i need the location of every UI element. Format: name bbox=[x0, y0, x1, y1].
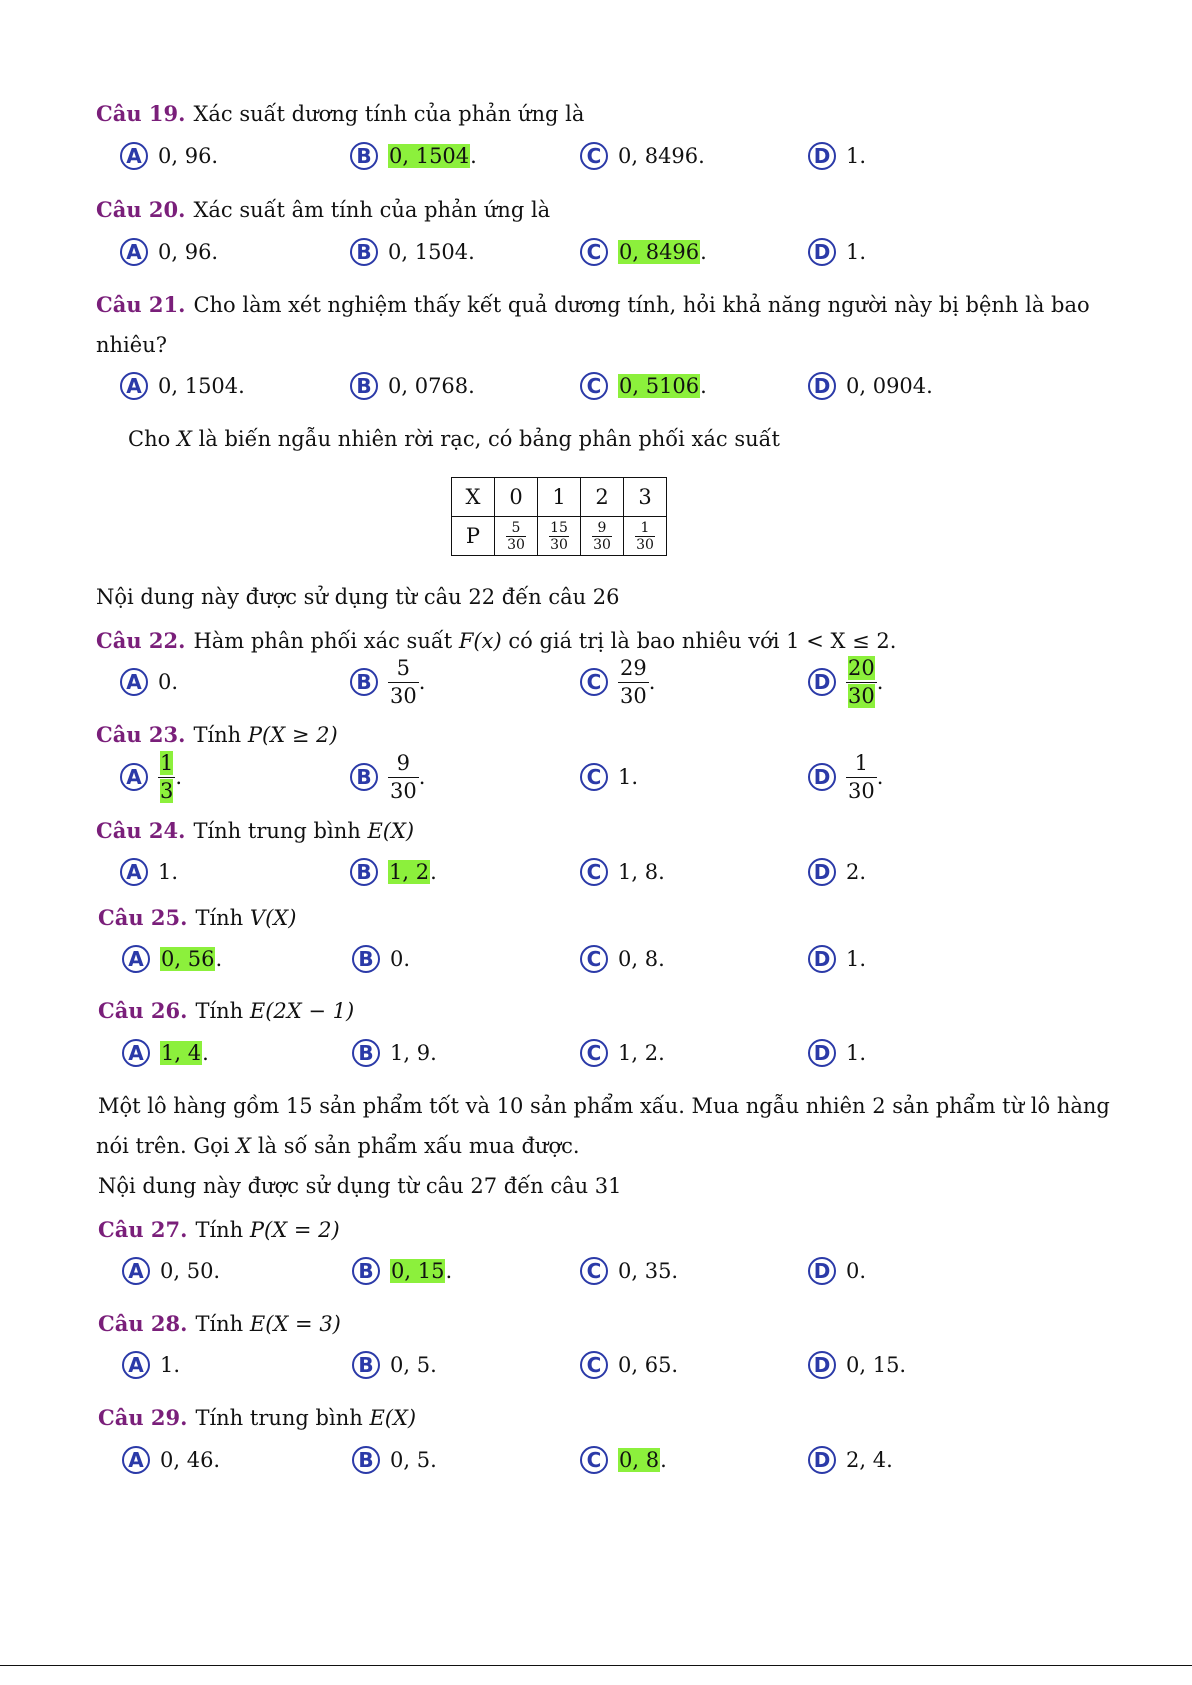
option-a[interactable] bbox=[122, 1251, 220, 1291]
table-row-x bbox=[452, 478, 667, 517]
question-text: Tính bbox=[195, 999, 244, 1023]
option-value: 1. bbox=[846, 144, 867, 168]
intro-text: Cho bbox=[128, 427, 171, 451]
fraction bbox=[388, 750, 419, 803]
option-marker-d: D bbox=[808, 945, 836, 973]
option-suffix: . bbox=[648, 670, 656, 694]
question-text: Tính bbox=[193, 723, 242, 747]
option-b[interactable] bbox=[352, 1440, 437, 1480]
option-c[interactable] bbox=[580, 366, 707, 406]
fraction-numerator-text: 20 bbox=[848, 655, 875, 680]
table-cell: 2 bbox=[581, 478, 624, 517]
question-label: Câu 25. bbox=[98, 905, 188, 930]
table-header-p: P bbox=[452, 517, 495, 556]
option-value: 2. bbox=[846, 860, 867, 884]
option-c[interactable] bbox=[580, 1033, 665, 1073]
fraction-numerator: 9 bbox=[597, 519, 607, 536]
option-marker-d: D bbox=[808, 763, 836, 791]
option-marker-c: C bbox=[580, 668, 608, 696]
question-text: Hàm phân phối xác suất bbox=[193, 629, 453, 653]
fraction bbox=[388, 655, 419, 708]
correct-answer-highlight: 0, 1504 bbox=[389, 144, 470, 168]
option-a[interactable] bbox=[120, 662, 178, 702]
fraction-denominator bbox=[158, 777, 175, 802]
intro-text: là biến ngẫu nhiên rời rạc, có bảng phân phối xác suất bbox=[198, 427, 780, 451]
correct-answer-highlight bbox=[158, 750, 175, 803]
table-cell bbox=[624, 517, 667, 556]
option-d[interactable] bbox=[808, 655, 884, 708]
option-c[interactable] bbox=[580, 852, 665, 892]
option-marker-b: B bbox=[350, 668, 378, 696]
option-suffix: . bbox=[660, 1448, 667, 1472]
correct-answer-highlight bbox=[846, 655, 877, 708]
fraction-denominator-text: 3 bbox=[160, 778, 174, 803]
question-22 bbox=[96, 627, 896, 655]
question-label: Câu 22. bbox=[96, 628, 186, 653]
option-marker-c: C bbox=[580, 1446, 608, 1474]
fraction-numerator: 15 bbox=[550, 519, 568, 536]
question-text: Tính bbox=[195, 1312, 244, 1336]
question-25 bbox=[98, 904, 296, 932]
option-b[interactable] bbox=[350, 136, 477, 176]
question-24 bbox=[96, 817, 414, 845]
fraction-numerator: 1 bbox=[854, 750, 869, 775]
correct-answer-highlight: 0, 56 bbox=[161, 947, 215, 971]
math-expression: E(X) bbox=[367, 819, 415, 843]
fraction-denominator: 30 bbox=[620, 683, 647, 708]
option-marker-d: D bbox=[808, 1257, 836, 1285]
option-marker-d: D bbox=[808, 1039, 836, 1067]
option-a[interactable] bbox=[120, 136, 218, 176]
distribution-intro bbox=[128, 425, 780, 453]
option-c[interactable] bbox=[580, 655, 656, 708]
option-d[interactable] bbox=[808, 939, 866, 979]
option-marker-a: A bbox=[120, 858, 148, 886]
question-label: Câu 26. bbox=[98, 998, 188, 1023]
option-marker-d: D bbox=[808, 238, 836, 266]
option-a[interactable] bbox=[122, 1345, 180, 1385]
option-c[interactable] bbox=[580, 136, 705, 176]
option-d[interactable] bbox=[808, 750, 884, 803]
question-text: Tính bbox=[195, 906, 244, 930]
fraction-denominator: 30 bbox=[636, 536, 654, 553]
option-marker-b: B bbox=[350, 858, 378, 886]
option-marker-c: C bbox=[580, 763, 608, 791]
table-cell: 0 bbox=[495, 478, 538, 517]
option-d[interactable] bbox=[808, 1440, 893, 1480]
option-value: 1. bbox=[846, 947, 867, 971]
usage-note: Nội dung này được sử dụng từ câu 22 đến câu 26 bbox=[96, 585, 620, 609]
option-marker-a: A bbox=[120, 763, 148, 791]
option-suffix: . bbox=[445, 1259, 453, 1283]
question-label: Câu 23. bbox=[96, 722, 186, 747]
fraction-denominator: 30 bbox=[390, 683, 417, 708]
option-d[interactable] bbox=[808, 1251, 866, 1291]
option-b[interactable] bbox=[350, 655, 426, 708]
option-b[interactable] bbox=[350, 366, 475, 406]
option-a[interactable] bbox=[122, 939, 222, 979]
question-27 bbox=[98, 1216, 340, 1244]
option-c[interactable] bbox=[580, 1440, 667, 1480]
option-marker-b: B bbox=[352, 1446, 380, 1474]
question-text: Tính trung bình bbox=[193, 819, 361, 843]
option-marker-b: B bbox=[352, 1257, 380, 1285]
option-a[interactable] bbox=[120, 750, 183, 803]
option-value: 1, 8. bbox=[618, 860, 665, 884]
lot-intro-line2 bbox=[96, 1132, 580, 1160]
option-marker-b: B bbox=[352, 945, 380, 973]
option-value: 0, 8496. bbox=[618, 144, 705, 168]
option-marker-c: C bbox=[580, 1039, 608, 1067]
question-label: Câu 21. bbox=[96, 292, 186, 317]
option-marker-a: A bbox=[120, 668, 148, 696]
option-suffix: . bbox=[700, 240, 707, 264]
option-b[interactable] bbox=[350, 852, 437, 892]
table-cell: 3 bbox=[624, 478, 667, 517]
question-text: Tính bbox=[195, 1218, 244, 1242]
option-value: 0, 65. bbox=[618, 1353, 679, 1377]
correct-answer-highlight: 1, 4 bbox=[161, 1041, 202, 1065]
option-value: 0, 8. bbox=[618, 947, 665, 971]
option-value: 0, 5. bbox=[390, 1353, 437, 1377]
option-value: 0, 46. bbox=[160, 1448, 221, 1472]
option-a[interactable] bbox=[120, 366, 245, 406]
option-a[interactable] bbox=[122, 1440, 220, 1480]
question-28 bbox=[98, 1310, 341, 1338]
question-label: Câu 29. bbox=[98, 1405, 188, 1430]
question-text: có giá trị là bao nhiêu với bbox=[508, 629, 780, 653]
fraction-denominator: 30 bbox=[507, 536, 525, 553]
option-value: 0, 50. bbox=[160, 1259, 221, 1283]
math-expression: V(X) bbox=[249, 906, 297, 930]
table-cell bbox=[581, 517, 624, 556]
option-value: 0. bbox=[390, 947, 411, 971]
math-expression: E(X) bbox=[369, 1406, 417, 1430]
option-marker-b: B bbox=[350, 763, 378, 791]
fraction-numerator: 29 bbox=[620, 655, 647, 680]
option-value: 1. bbox=[160, 1353, 181, 1377]
option-marker-c: C bbox=[580, 858, 608, 886]
option-d[interactable] bbox=[808, 136, 866, 176]
option-d[interactable] bbox=[808, 1033, 866, 1073]
option-marker-c: C bbox=[580, 238, 608, 266]
fraction bbox=[635, 521, 655, 552]
fraction-denominator: 30 bbox=[848, 778, 875, 803]
fraction-numerator: 9 bbox=[396, 750, 411, 775]
question-text: Xác suất dương tính của phản ứng là bbox=[193, 102, 585, 126]
math-expression: F(x) bbox=[458, 629, 502, 653]
option-value: 0, 15. bbox=[846, 1353, 907, 1377]
table-cell bbox=[538, 517, 581, 556]
usage-note: Nội dung này được sử dụng từ câu 27 đến câu 31 bbox=[98, 1174, 622, 1198]
question-19 bbox=[96, 100, 584, 128]
math-expression: 1 < X ≤ 2. bbox=[786, 629, 897, 653]
option-b[interactable] bbox=[352, 1251, 452, 1291]
intro-text: là số sản phẩm xấu mua được. bbox=[257, 1134, 580, 1158]
fraction-denominator-text: 30 bbox=[848, 683, 875, 708]
distribution-table bbox=[451, 477, 667, 556]
option-suffix: . bbox=[700, 374, 707, 398]
variable-x: X bbox=[176, 427, 192, 451]
table-cell bbox=[495, 517, 538, 556]
option-c[interactable] bbox=[580, 757, 638, 797]
option-a[interactable] bbox=[120, 232, 218, 272]
option-value: 0, 35. bbox=[618, 1259, 679, 1283]
fraction-numerator: 1 bbox=[640, 519, 650, 536]
fraction-denominator: 30 bbox=[390, 778, 417, 803]
page-bottom-divider bbox=[0, 1665, 1192, 1666]
question-label: Câu 28. bbox=[98, 1311, 188, 1336]
option-marker-b: B bbox=[350, 372, 378, 400]
question-29 bbox=[98, 1404, 416, 1432]
fraction bbox=[846, 750, 877, 803]
option-marker-a: A bbox=[122, 1039, 150, 1067]
option-value: 0, 96. bbox=[158, 144, 219, 168]
math-expression: P(X ≥ 2) bbox=[247, 723, 338, 747]
option-marker-b: B bbox=[352, 1039, 380, 1067]
option-d[interactable] bbox=[808, 1345, 906, 1385]
option-marker-b: B bbox=[352, 1351, 380, 1379]
fraction bbox=[506, 521, 526, 552]
option-value: 0. bbox=[846, 1259, 867, 1283]
option-d[interactable] bbox=[808, 366, 933, 406]
option-marker-a: A bbox=[122, 1351, 150, 1379]
option-suffix: . bbox=[470, 144, 477, 168]
option-b[interactable] bbox=[352, 1033, 437, 1073]
option-marker-b: B bbox=[350, 142, 378, 170]
question-label: Câu 24. bbox=[96, 818, 186, 843]
option-marker-a: A bbox=[120, 142, 148, 170]
variable-x: X bbox=[236, 1134, 252, 1158]
option-a[interactable] bbox=[122, 1033, 209, 1073]
option-suffix: . bbox=[430, 860, 437, 884]
option-b[interactable] bbox=[352, 939, 410, 979]
option-marker-c: C bbox=[580, 1351, 608, 1379]
option-marker-d: D bbox=[808, 668, 836, 696]
fraction-numerator-text: 1 bbox=[160, 750, 174, 775]
fraction-numerator: 5 bbox=[396, 655, 411, 680]
option-d[interactable] bbox=[808, 852, 866, 892]
option-suffix: . bbox=[215, 947, 223, 971]
option-marker-d: D bbox=[808, 858, 836, 886]
option-marker-d: D bbox=[808, 372, 836, 400]
option-value: 2, 4. bbox=[846, 1448, 893, 1472]
question-23 bbox=[96, 721, 338, 749]
option-value: 0, 5. bbox=[390, 1448, 437, 1472]
question-label: Câu 27. bbox=[98, 1217, 188, 1242]
fraction-denominator: 30 bbox=[593, 536, 611, 553]
correct-answer-highlight: 0, 15 bbox=[391, 1259, 445, 1283]
option-b[interactable] bbox=[350, 750, 426, 803]
fraction-numerator bbox=[158, 750, 175, 777]
option-d[interactable] bbox=[808, 232, 866, 272]
option-c[interactable] bbox=[580, 232, 707, 272]
fraction-denominator bbox=[846, 682, 877, 707]
option-b[interactable] bbox=[350, 232, 475, 272]
fraction bbox=[549, 521, 569, 552]
fraction-numerator bbox=[846, 655, 877, 682]
option-suffix: . bbox=[418, 670, 426, 694]
option-value: 1. bbox=[618, 765, 639, 789]
math-expression: P(X = 2) bbox=[249, 1218, 340, 1242]
question-20 bbox=[96, 196, 550, 224]
table-cell: 1 bbox=[538, 478, 581, 517]
option-marker-c: C bbox=[580, 945, 608, 973]
option-c[interactable] bbox=[580, 939, 665, 979]
fraction bbox=[592, 521, 612, 552]
question-label: Câu 20. bbox=[96, 197, 186, 222]
option-marker-a: A bbox=[120, 238, 148, 266]
question-21-continued: nhiêu? bbox=[96, 333, 167, 357]
table-header-x: X bbox=[452, 478, 495, 517]
question-21 bbox=[96, 291, 1090, 319]
question-text: Xác suất âm tính của phản ứng là bbox=[193, 198, 551, 222]
option-value: 1. bbox=[846, 1041, 867, 1065]
question-label: Câu 19. bbox=[96, 101, 186, 126]
fraction bbox=[618, 655, 649, 708]
math-expression: E(X = 3) bbox=[249, 1312, 341, 1336]
option-marker-d: D bbox=[808, 1351, 836, 1379]
option-suffix: . bbox=[876, 765, 884, 789]
fraction-numerator: 5 bbox=[511, 519, 521, 536]
math-expression: E(2X − 1) bbox=[249, 999, 355, 1023]
option-value: 0, 96. bbox=[158, 240, 219, 264]
option-c[interactable] bbox=[580, 1345, 678, 1385]
option-marker-a: A bbox=[122, 1257, 150, 1285]
intro-text: nói trên. Gọi bbox=[96, 1134, 230, 1158]
fraction-denominator: 30 bbox=[550, 536, 568, 553]
option-value: 1. bbox=[846, 240, 867, 264]
option-value: 0, 0904. bbox=[846, 374, 933, 398]
option-marker-d: D bbox=[808, 142, 836, 170]
option-value: 0, 0768. bbox=[388, 374, 475, 398]
option-marker-c: C bbox=[580, 372, 608, 400]
correct-answer-highlight: 0, 8 bbox=[619, 1448, 660, 1472]
option-value: 0. bbox=[158, 670, 179, 694]
option-marker-d: D bbox=[808, 1446, 836, 1474]
question-text: Tính trung bình bbox=[195, 1406, 363, 1430]
option-marker-a: A bbox=[122, 945, 150, 973]
correct-answer-highlight: 1, 2 bbox=[389, 860, 430, 884]
option-b[interactable] bbox=[352, 1345, 437, 1385]
question-text: Cho làm xét nghiệm thấy kết quả dương tính, hỏi khả năng người này bị bệnh là bao bbox=[193, 293, 1090, 317]
option-a[interactable] bbox=[120, 852, 178, 892]
option-value: 0, 1504. bbox=[158, 374, 245, 398]
option-value: 0, 1504. bbox=[388, 240, 475, 264]
option-marker-c: C bbox=[580, 1257, 608, 1285]
table-row-p bbox=[452, 517, 667, 556]
option-suffix: . bbox=[418, 765, 426, 789]
option-value: 1, 2. bbox=[618, 1041, 665, 1065]
correct-answer-highlight: 0, 8496 bbox=[619, 240, 700, 264]
option-suffix: . bbox=[202, 1041, 209, 1065]
option-value: 1, 9. bbox=[390, 1041, 437, 1065]
option-marker-a: A bbox=[120, 372, 148, 400]
correct-answer-highlight: 0, 5106 bbox=[619, 374, 700, 398]
option-marker-b: B bbox=[350, 238, 378, 266]
lot-intro-line1: Một lô hàng gồm 15 sản phẩm tốt và 10 sản phẩm xấu. Mua ngẫu nhiên 2 sản phẩm từ lô hàng bbox=[98, 1094, 1110, 1118]
option-value: 1. bbox=[158, 860, 179, 884]
question-26 bbox=[98, 997, 354, 1025]
option-suffix: . bbox=[175, 765, 183, 789]
option-marker-c: C bbox=[580, 142, 608, 170]
option-suffix: . bbox=[876, 670, 884, 694]
option-c[interactable] bbox=[580, 1251, 678, 1291]
option-marker-a: A bbox=[122, 1446, 150, 1474]
